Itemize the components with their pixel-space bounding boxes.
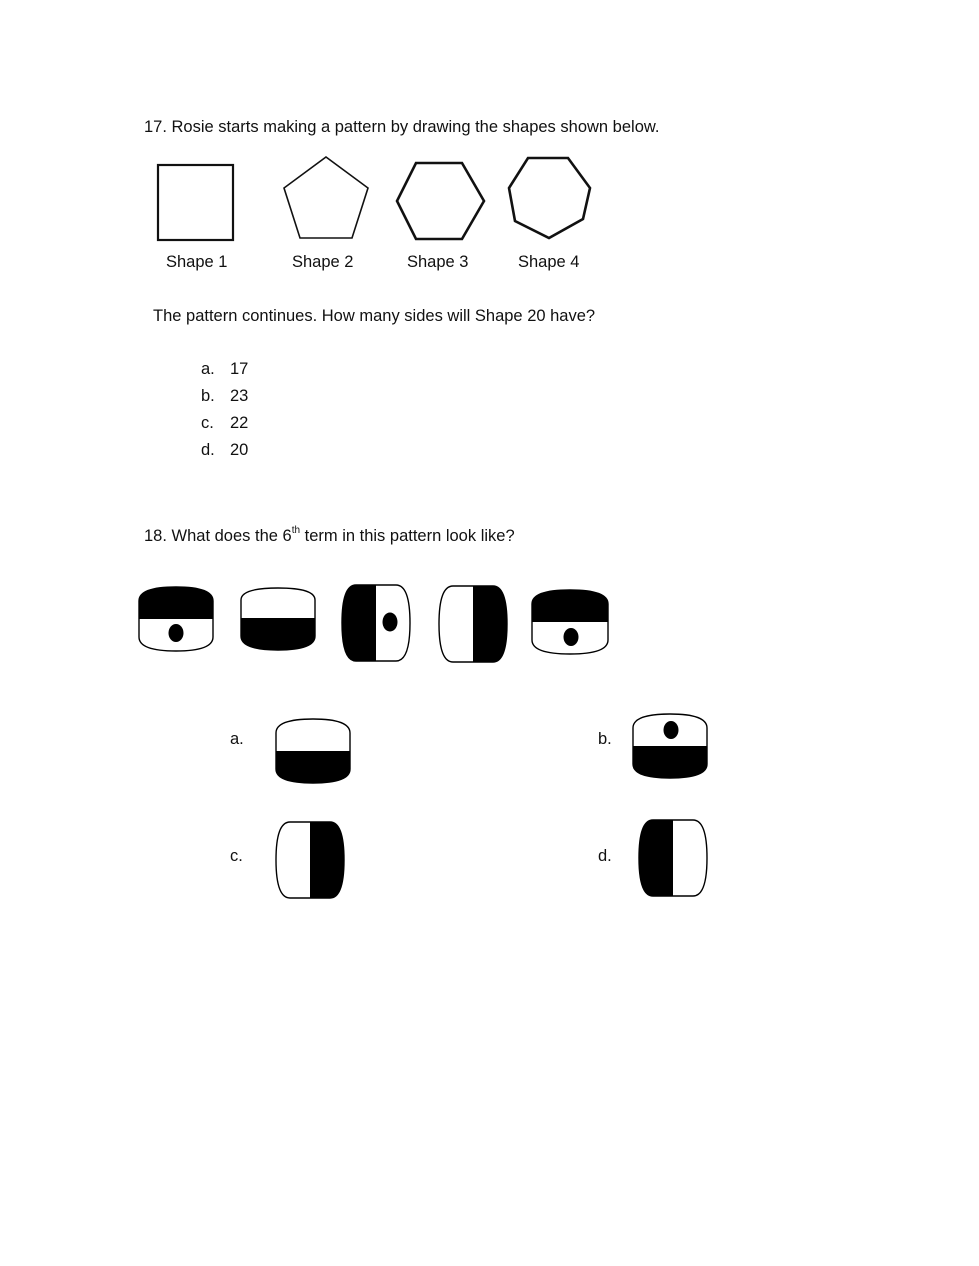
- option-c-letter: c.: [201, 414, 214, 432]
- answer-d-letter: d.: [598, 847, 612, 865]
- option-b-value: 23: [230, 387, 249, 405]
- q18-prompt-end: term in this pattern look like?: [300, 527, 515, 545]
- square-shape: [150, 158, 242, 248]
- option-a-value: 17: [230, 360, 249, 378]
- answer-b-shape: [631, 712, 711, 782]
- answer-d-shape: [636, 818, 710, 898]
- pattern-term-5: [530, 588, 610, 658]
- answer-c-letter: c.: [230, 847, 243, 865]
- answer-a-shape: [274, 717, 354, 787]
- option-d-letter: d.: [201, 441, 215, 459]
- option-b-letter: b.: [201, 387, 215, 405]
- answer-c-shape: [273, 820, 347, 900]
- shape-3-label: Shape 3: [407, 253, 469, 271]
- shape-1-label: Shape 1: [166, 253, 228, 271]
- pattern-term-3: [339, 583, 413, 663]
- q17-prompt: 17. Rosie starts making a pattern by drawing the shapes shown below.: [144, 118, 660, 136]
- shape-4-label: Shape 4: [518, 253, 580, 271]
- pattern-term-4: [436, 584, 510, 664]
- shape-2-label: Shape 2: [292, 253, 354, 271]
- q17-question: The pattern continues. How many sides will Shape 20 have?: [153, 307, 596, 325]
- q18-prompt-start: 18. What does the 6: [144, 527, 292, 545]
- q18-prompt-superscript: th: [291, 524, 301, 536]
- option-a-letter: a.: [201, 360, 215, 378]
- answer-b-letter: b.: [598, 730, 612, 748]
- option-d-value: 20: [230, 441, 249, 459]
- pattern-term-1: [137, 585, 217, 655]
- pattern-term-2: [239, 586, 319, 654]
- q18-prompt: [144, 524, 515, 545]
- hexagon-shape: [393, 158, 489, 244]
- pentagon-shape: [278, 152, 374, 244]
- option-c-value: 22: [230, 414, 249, 432]
- answer-a-letter: a.: [230, 730, 244, 748]
- heptagon-shape: [505, 153, 595, 243]
